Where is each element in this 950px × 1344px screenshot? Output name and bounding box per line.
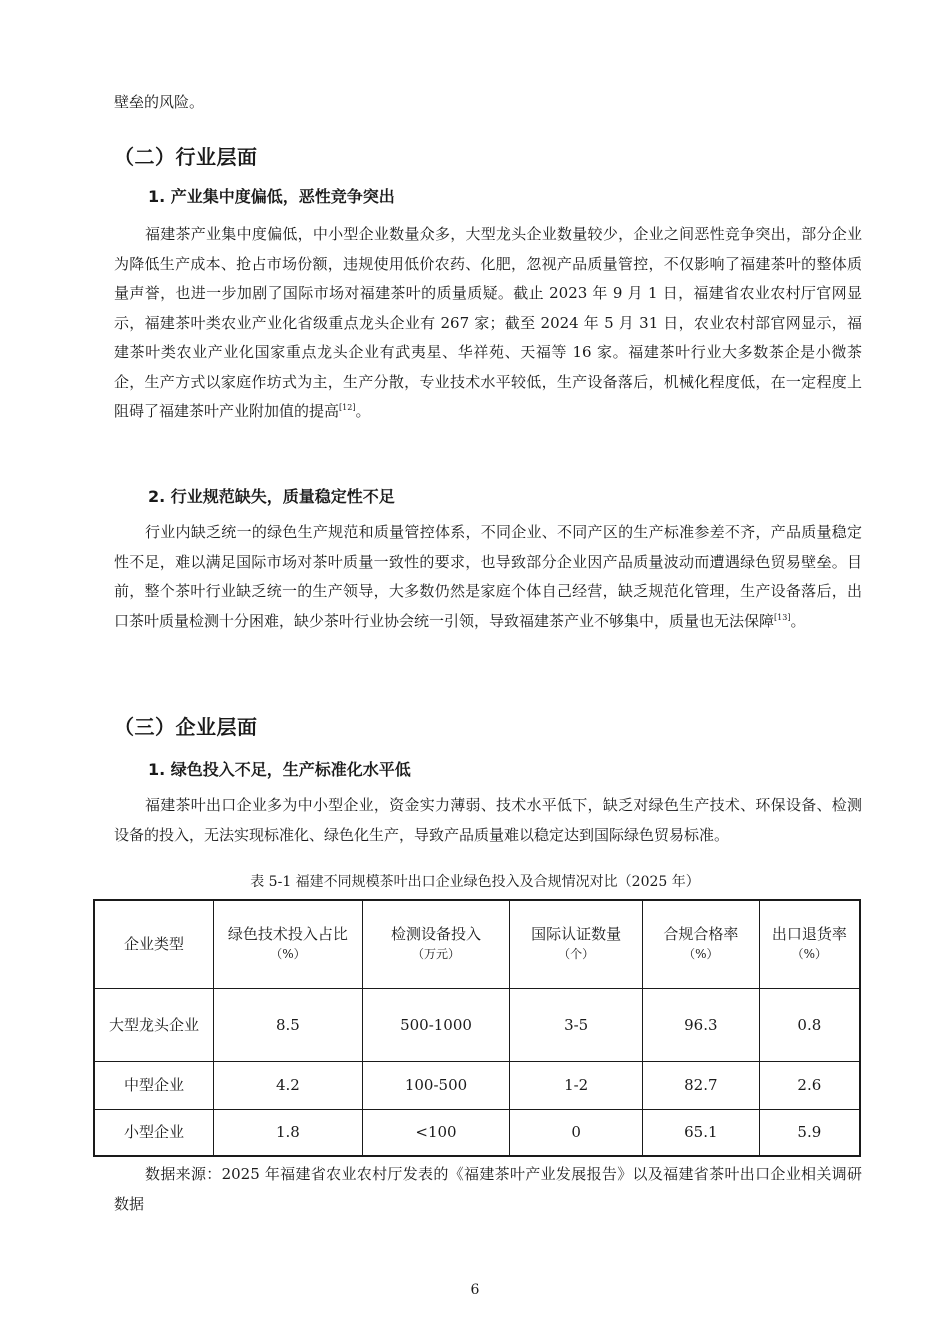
table-row [94, 1109, 860, 1156]
table-row [94, 988, 860, 1061]
citation-ref: [13] [774, 612, 791, 622]
header-label: 检测设备投入 [391, 925, 482, 944]
header-label: 国际认证数量 [531, 925, 622, 944]
paragraph-green-investment: 福建茶叶出口企业多为中小型企业，资金实力薄弱、技术水平低下，缺乏对绿色生产技术、环保设备、检测设备的投入，无法实现标准化、绿色化生产，导致产品质量难以稳定达到国际绿色贸易标准。 [114, 796, 862, 844]
table-cell: 1-2 [510, 1061, 643, 1109]
table-cell: 100-500 [362, 1061, 510, 1109]
table-cell: 0 [510, 1109, 643, 1156]
table-row [94, 1061, 860, 1109]
table-caption: 表 5-1 福建不同规模茶叶出口企业绿色投入及合规情况对比（2025 年） [250, 874, 700, 890]
header-unit: （%） [270, 947, 306, 962]
paragraph-tail: 。 [355, 402, 371, 420]
table-cell: 96.3 [642, 988, 759, 1061]
paragraph-industry-standards [114, 518, 862, 636]
table-cell: 1.8 [214, 1109, 363, 1156]
table-cell: 0.8 [759, 988, 860, 1061]
header-cell [510, 900, 643, 988]
table-cell: <100 [362, 1109, 510, 1156]
table-cell: 500-1000 [362, 988, 510, 1061]
header-label: 合规合格率 [663, 925, 739, 944]
table-cell: 3-5 [510, 988, 643, 1061]
subheading-industry-concentration: 1. 产业集中度偏低，恶性竞争突出 [148, 187, 395, 206]
section-heading-industry: （二）行业层面 [114, 145, 258, 169]
paragraph-industry-concentration [114, 220, 862, 427]
table-cell: 8.5 [214, 988, 363, 1061]
paragraph-text: 福建茶产业集中度偏低，中小型企业数量众多，大型龙头企业数量较少，企业之间恶性竞争突出，部分企业为降低生产成本、抢占市场份额，违规使用低价农药、化肥，忽视产品质量管控，不仅影响了福建茶叶的整体质量声誉，也进一步加剧了国际市场对福建茶叶的质量质疑。截止 2023 年 9 月 1 日，福建省农业农村厅官网显示，福建茶叶类农业产业化省级重点龙头企业有 267 家；截至 2024 年 5 月 31 日，农业农村部官网显示，福建茶叶类农业产业化国家重点龙头企业有武夷星、华祥苑、天福等 16 家。福建茶叶行业大多数茶企是小微茶企，生产方式以家庭作坊式为主，生产分散，专业技术水平较低，生产设备落后，机械化程度低，在一定程度上阻碍了福建茶叶产业附加值的提高 [114, 225, 862, 420]
header-cell [94, 900, 214, 988]
header-cell [214, 900, 363, 988]
subheading-industry-standards: 2. 行业规范缺失，质量稳定性不足 [148, 487, 395, 506]
table-cell: 82.7 [642, 1061, 759, 1109]
header-unit: （%） [791, 947, 828, 962]
section-heading-enterprise: （三）企业层面 [114, 715, 258, 739]
header-unit: （个） [558, 947, 595, 962]
paragraph-text: 行业内缺乏统一的绿色生产规范和质量管控体系，不同企业、不同产区的生产标准参差不齐，产品质量稳定性不足，难以满足国际市场对茶叶质量一致性的要求，也导致部分企业因产品质量波动而遭遇绿色贸易壁垒。目前，整个茶叶行业缺乏统一的生产领导，大多数仍然是家庭个体自己经营，缺乏规范化管理，生产设备落后，出口茶叶质量检测十分困难，缺少茶叶行业协会统一引领，导致福建茶产业不够集中，质量也无法保障 [114, 523, 862, 630]
table-cell: 大型龙头企业 [94, 988, 214, 1061]
header-cell [642, 900, 759, 988]
subheading-green-investment: 1. 绿色投入不足，生产标准化水平低 [148, 760, 411, 779]
table-cell: 4.2 [214, 1061, 363, 1109]
continued-paragraph: 壁垒的风险。 [114, 93, 205, 111]
table-header-row [94, 900, 860, 988]
header-cell [759, 900, 860, 988]
table-cell: 5.9 [759, 1109, 860, 1156]
table-cell: 65.1 [642, 1109, 759, 1156]
compliance-table [93, 899, 861, 1157]
header-unit: （%） [683, 947, 719, 962]
table-cell: 2.6 [759, 1061, 860, 1109]
header-label: 绿色技术投入占比 [227, 925, 348, 944]
header-label: 出口退货率 [771, 925, 847, 944]
header-label: 企业类型 [124, 935, 185, 954]
header-cell [362, 900, 510, 988]
table-cell: 中型企业 [94, 1061, 214, 1109]
table-cell: 小型企业 [94, 1109, 214, 1156]
source-note: 数据来源：2025 年福建省农业农村厅发表的《福建茶叶产业发展报告》以及福建省茶叶出口企业相关调研数据 [114, 1165, 862, 1213]
header-unit: （万元） [412, 947, 461, 962]
paragraph-tail: 。 [790, 611, 806, 630]
page-number: 6 [470, 1282, 480, 1298]
citation-ref: [12] [339, 403, 356, 412]
